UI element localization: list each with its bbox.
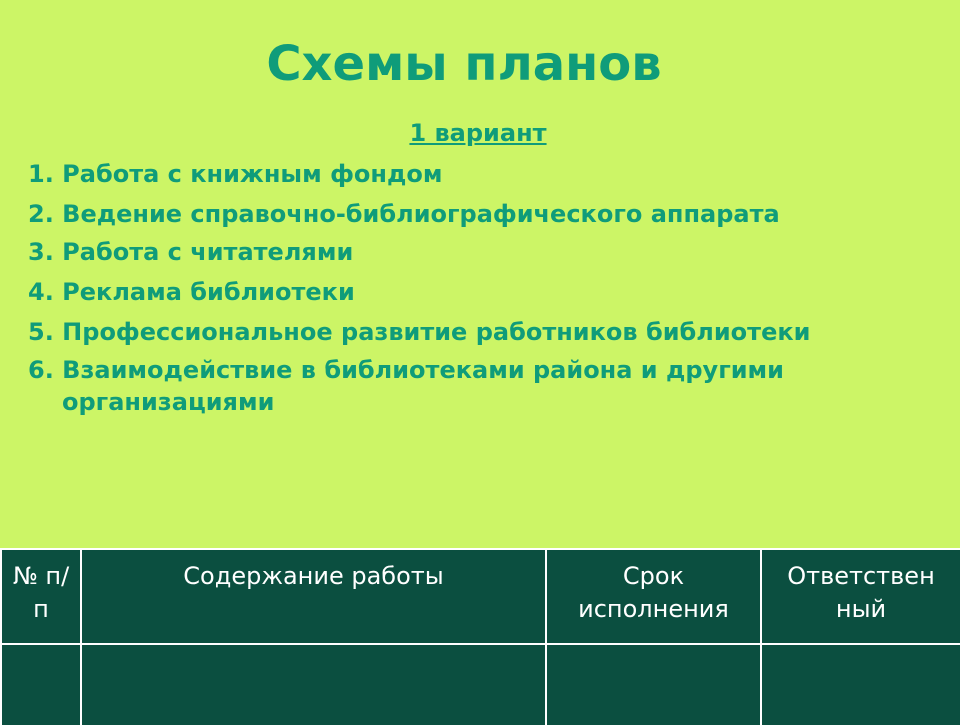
variant-heading: 1 вариант xyxy=(409,119,547,147)
table-row xyxy=(1,644,960,726)
header-content: Содержание работы xyxy=(81,549,546,644)
list-item: 1. Работа с книжным фондом xyxy=(28,160,443,188)
header-number: № п/п xyxy=(1,549,81,644)
header-deadline: Срок исполнения xyxy=(546,549,761,644)
list-item: 2. Ведение справочно-библиографического аппарата xyxy=(28,200,780,228)
plan-items-list xyxy=(28,158,948,424)
table-cell xyxy=(81,644,546,726)
table-cell xyxy=(546,644,761,726)
table-cell xyxy=(1,644,81,726)
plan-table xyxy=(0,548,960,727)
slide-title: Схемы планов xyxy=(266,36,662,92)
header-responsible: Ответствен ный xyxy=(761,549,960,644)
list-item: 6. Взаимодействие в библиотеками района и другими организациями xyxy=(28,356,784,416)
list-item: 4. Реклама библиотеки xyxy=(28,278,355,306)
list-item: 3. Работа с читателями xyxy=(28,238,354,266)
table-cell xyxy=(761,644,960,726)
list-item: 5. Профессиональное развитие работников библиотеки xyxy=(28,318,811,346)
table-header-row xyxy=(1,549,960,644)
